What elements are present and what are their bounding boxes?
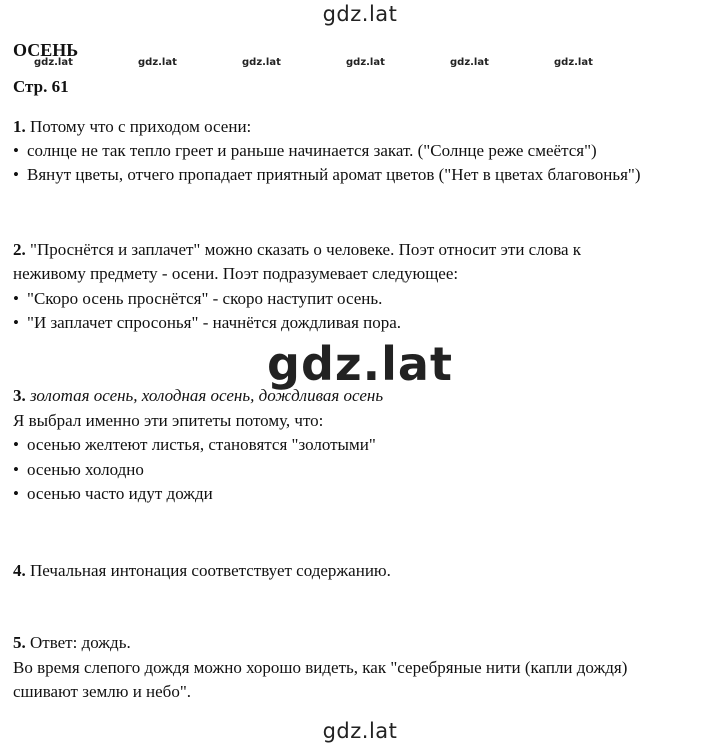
list-item-text: "Скоро осень проснётся" - скоро наступит осень.: [27, 289, 383, 308]
bullet: •: [13, 165, 19, 184]
list-item: [13, 141, 597, 161]
bullet: •: [13, 484, 19, 503]
answer-number: 1.: [13, 117, 26, 136]
answer-4: [13, 561, 391, 581]
bullet: •: [13, 460, 19, 479]
answer-5-intro: [13, 633, 131, 653]
watermark-small: gdz.lat: [346, 57, 385, 68]
bullet: •: [13, 289, 19, 308]
answer-number: 4.: [13, 561, 26, 580]
answer-text-line: Я выбрал именно эти эпитеты потому, что:: [13, 411, 324, 430]
answer-italic-text: золотая осень, холодная осень, дождливая осень: [25, 386, 384, 405]
watermark-small: gdz.lat: [34, 57, 73, 68]
answer-text: "Проснётся и заплачет" можно сказать о человеке. Поэт относит эти слова к: [25, 240, 582, 259]
list-item-text: осенью часто идут дожди: [27, 484, 213, 503]
watermark-center: gdz.lat: [267, 337, 453, 391]
watermark-small: gdz.lat: [554, 57, 593, 68]
watermark-small: gdz.lat: [138, 57, 177, 68]
page-number: Стр. 61: [13, 77, 69, 96]
watermark-top: gdz.lat: [322, 2, 398, 26]
list-item-text: осенью желтеют листья, становятся "золотыми": [27, 435, 376, 454]
page-title: ОСЕНЬ: [13, 40, 79, 60]
watermark-small: gdz.lat: [242, 57, 281, 68]
answer-2-intro: [13, 240, 581, 260]
answer-number: 3.: [13, 386, 26, 405]
bullet: •: [13, 435, 19, 454]
list-item-text: осенью холодно: [27, 460, 144, 479]
bullet: •: [13, 141, 19, 160]
list-item-text: солнце не так тепло греет и раньше начинается закат. ("Солнце реже смеётся"): [27, 141, 597, 160]
list-item-text: "И заплачет спросонья" - начнётся дождливая пора.: [27, 313, 402, 332]
answer-text: Ответ: дождь.: [25, 633, 131, 652]
watermark-small: gdz.lat: [450, 57, 489, 68]
answer-text: Печальная интонация соответствует содержанию.: [25, 561, 391, 580]
answer-text-line: Во время слепого дождя можно хорошо видеть, как "серебряные нити (капли дождя): [13, 658, 628, 677]
answer-1-intro: [13, 117, 251, 137]
list-item: [13, 484, 213, 504]
answer-number: 2.: [13, 240, 26, 259]
watermark-bottom: gdz.lat: [322, 719, 398, 743]
answer-text-line: сшивают землю и небо".: [13, 682, 192, 701]
list-item: [13, 313, 401, 333]
list-item: [13, 289, 382, 309]
answer-text: Потому что с приходом осени:: [25, 117, 252, 136]
bullet: •: [13, 313, 19, 332]
answer-text-line: неживому предмету - осени. Поэт подразумевает следующее:: [13, 264, 459, 283]
answer-number: 5.: [13, 633, 26, 652]
list-item: [13, 165, 641, 185]
list-item-text: Вянут цветы, отчего пропадает приятный аромат цветов ("Нет в цветах благовонья"): [27, 165, 641, 184]
list-item: [13, 460, 144, 480]
list-item: [13, 435, 376, 455]
